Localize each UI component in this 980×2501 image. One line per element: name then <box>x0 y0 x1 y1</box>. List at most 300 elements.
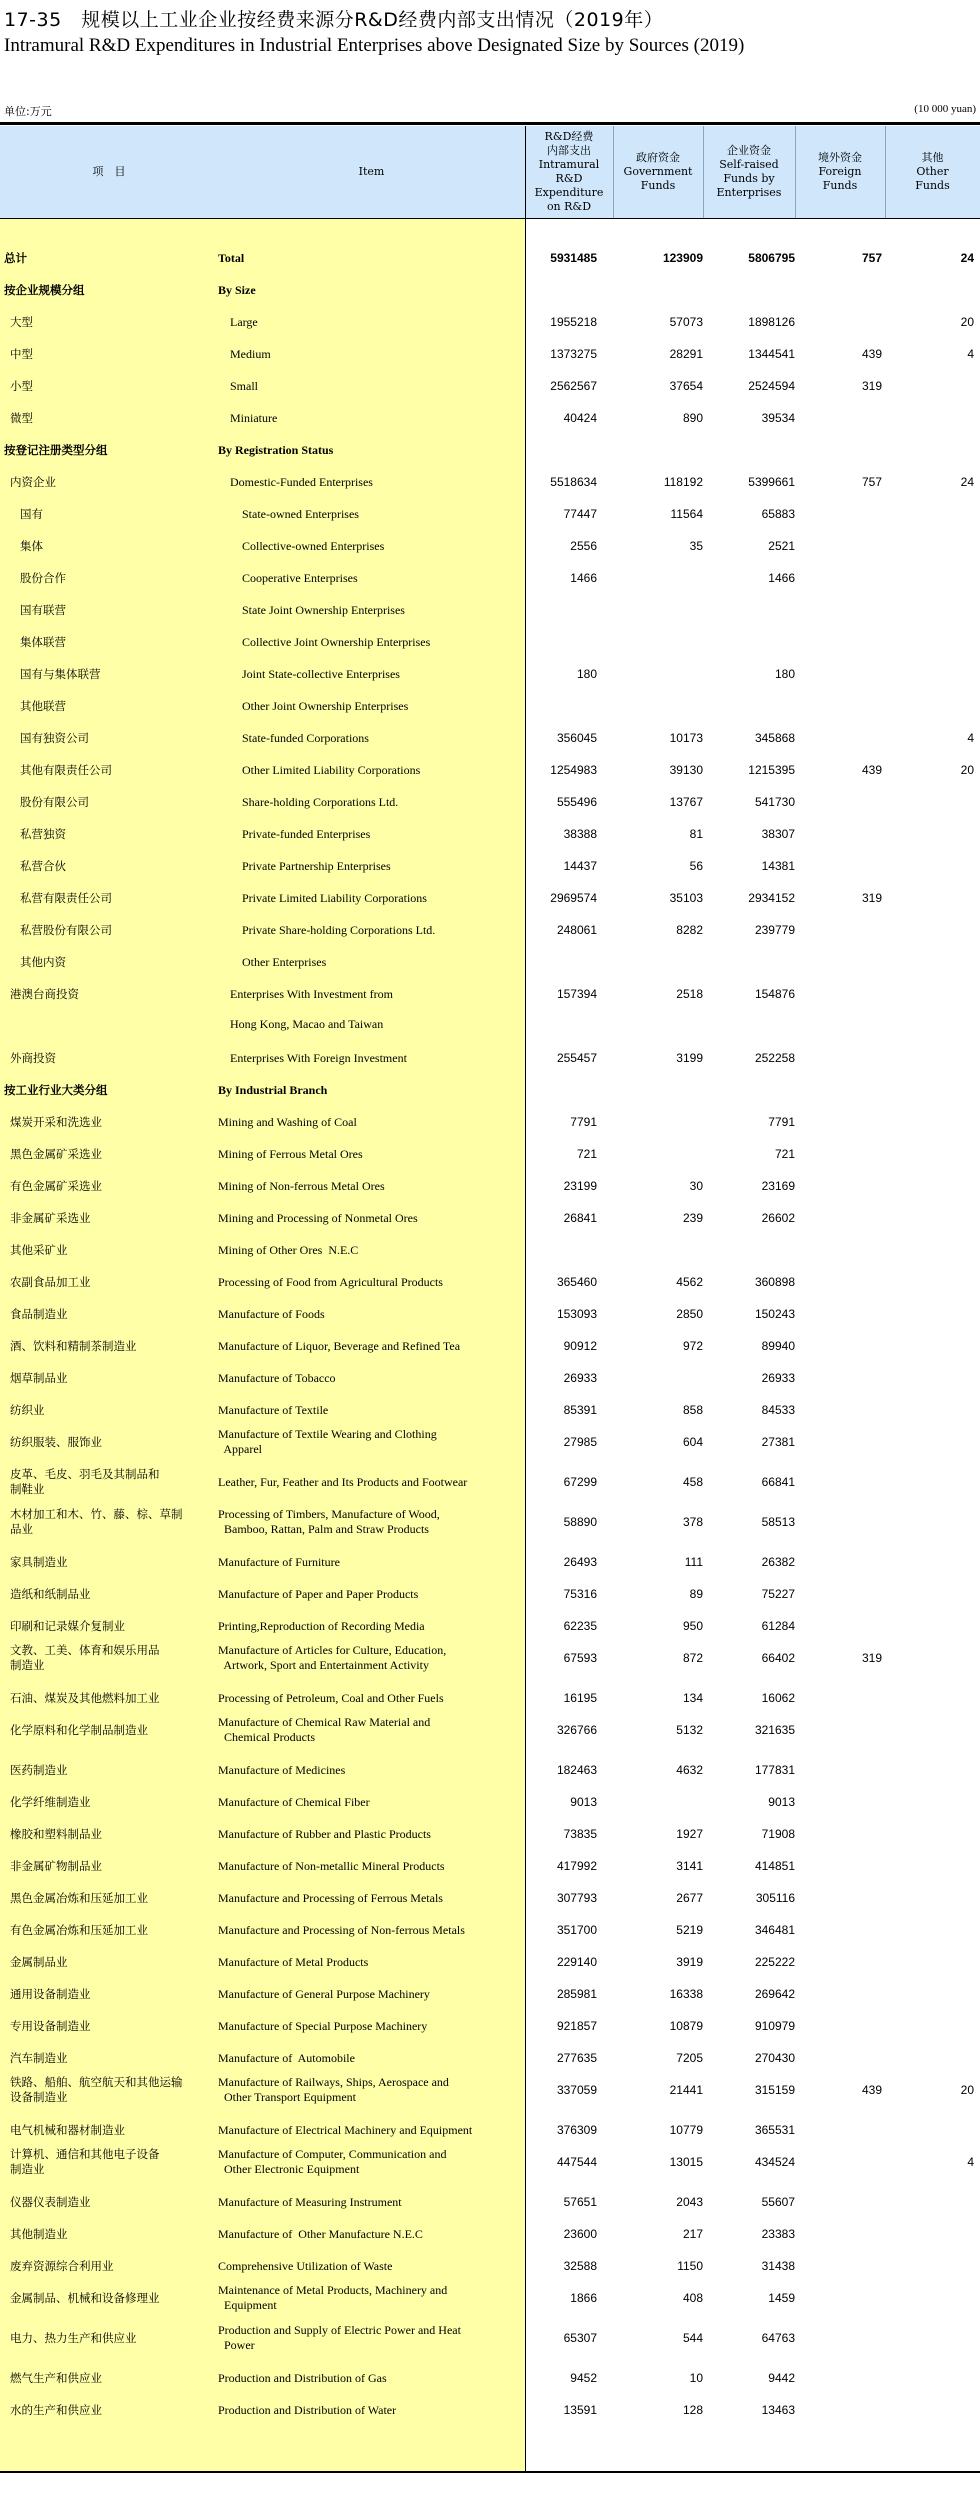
row-label-cn: 私营有限责任公司 <box>20 891 112 905</box>
row-label-en: By Size <box>218 283 256 297</box>
row-label-cn: 股份有限公司 <box>20 795 89 809</box>
cell-value-col-3: 345868 <box>754 731 795 745</box>
row-label-cn: 总计 <box>4 251 27 265</box>
cell-value-col-2: 128 <box>682 2403 703 2417</box>
cell-value-col-2: 11564 <box>670 507 703 521</box>
row-label-cn: 按企业规模分组 <box>4 283 85 297</box>
row-label-en: Collective-owned Enterprises <box>242 539 385 553</box>
cell-value-col-2: 39130 <box>669 763 703 777</box>
cell-value-col-2: 2677 <box>676 1891 703 1905</box>
cell-value-col-1: 5931485 <box>550 251 597 265</box>
cell-value-col-3: 346481 <box>754 1923 795 1937</box>
cell-value-col-3: 16062 <box>761 1691 795 1705</box>
cell-value-col-2: 3199 <box>676 1051 703 1065</box>
row-label-en: Maintenance of Metal Products, Machinery and Equipment <box>218 2283 448 2312</box>
row-label-cn: 其他制造业 <box>10 2227 68 2241</box>
cell-value-col-4: 439 <box>861 2083 882 2097</box>
cell-value-col-1: 32588 <box>563 2259 597 2273</box>
cell-value-col-1: 417992 <box>556 1859 597 1873</box>
cell-value-col-1: 285981 <box>556 1987 597 2001</box>
cell-value-col-3: 721 <box>774 1147 795 1161</box>
cell-value-col-1: 75316 <box>563 1587 597 1601</box>
cell-value-col-2: 37654 <box>669 379 703 393</box>
row-label-en: Enterprises With Investment from Hong Kong, Macao and Taiwan <box>230 987 393 1031</box>
cell-value-col-1: 1955218 <box>550 315 597 329</box>
row-label-en: Manufacture of Computer, Communication and Other Electronic Equipment <box>218 2147 447 2176</box>
row-label-cn: 黑色金属冶炼和压延加工业 <box>10 1891 148 1905</box>
row-label-en: Miniature <box>230 411 278 425</box>
row-label-en: Processing of Petroleum, Coal and Other Fuels <box>218 1691 444 1705</box>
cell-value-col-1: 555496 <box>556 795 597 809</box>
cell-value-col-3: 5399661 <box>748 475 795 489</box>
cell-value-col-3: 321635 <box>754 1723 795 1737</box>
cell-value-col-2: 1150 <box>677 2259 703 2273</box>
row-label-cn: 其他有限责任公司 <box>20 763 112 777</box>
row-label-en: Manufacture of Rubber and Plastic Products <box>218 1827 431 1841</box>
row-label-cn: 其他内资 <box>20 955 66 969</box>
table-title-cn: 17-35 规模以上工业企业按经费来源分R&D经费内部支出情况（2019年） <box>4 9 664 31</box>
cell-value-col-1: 447544 <box>556 2155 597 2169</box>
cell-value-col-3: 66402 <box>761 1651 795 1665</box>
row-label-en: By Registration Status <box>218 443 334 457</box>
cell-value-col-4: 439 <box>861 347 882 361</box>
cell-value-col-1: 7791 <box>570 1115 597 1129</box>
row-label-en: Printing,Reproduction of Recording Media <box>218 1619 425 1633</box>
row-label-cn: 造纸和纸制品业 <box>10 1587 91 1601</box>
cell-value-col-5: 20 <box>960 2083 974 2097</box>
cell-value-col-3: 58513 <box>761 1515 795 1529</box>
row-label-cn: 有色金属冶炼和压延加工业 <box>10 1923 148 1937</box>
cell-value-col-4: 439 <box>861 763 882 777</box>
cell-value-col-2: 10779 <box>669 2123 703 2137</box>
row-label-cn: 微型 <box>10 411 33 425</box>
cell-value-col-3: 434524 <box>754 2155 795 2169</box>
cell-value-col-2: 239 <box>682 1211 703 1225</box>
row-label-cn: 印刷和记录媒介复制业 <box>10 1619 125 1633</box>
cell-value-col-1: 326766 <box>556 1723 597 1737</box>
row-label-cn: 按工业行业大类分组 <box>4 1083 108 1097</box>
cell-value-col-3: 31438 <box>761 2259 795 2273</box>
cell-value-col-3: 14381 <box>761 859 795 873</box>
row-label-en: Manufacture of Tobacco <box>218 1371 336 1385</box>
cell-value-col-1: 1373275 <box>550 347 597 361</box>
cell-value-col-3: 305116 <box>755 1891 795 1905</box>
row-label-cn: 集体 <box>20 539 43 553</box>
row-label-en: Manufacture of Chemical Fiber <box>218 1795 370 1809</box>
cell-value-col-4: 319 <box>861 379 882 393</box>
header-col-1: R&D经费 内部支出 Intramural R&D Expenditure on R&D <box>534 130 604 213</box>
row-label-en: Joint State-collective Enterprises <box>242 667 400 681</box>
cell-value-col-3: 365531 <box>754 2123 795 2137</box>
row-label-cn: 私营合伙 <box>20 859 66 873</box>
row-label-en: Domestic-Funded Enterprises <box>230 475 373 489</box>
cell-value-col-2: 13015 <box>669 2155 703 2169</box>
row-label-en: Mining of Ferrous Metal Ores <box>218 1147 363 1161</box>
row-label-en: Manufacture of Metal Products <box>218 1955 369 1969</box>
cell-value-col-2: 57073 <box>669 315 703 329</box>
row-label-en: Processing of Timbers, Manufacture of Wood, Bamboo, Rattan, Palm and Straw Products <box>218 1507 440 1536</box>
cell-value-col-3: 89940 <box>761 1339 795 1353</box>
cell-value-col-2: 118192 <box>663 475 703 489</box>
row-label-en: Comprehensive Utilization of Waste <box>218 2259 393 2273</box>
row-label-cn: 水的生产和供应业 <box>10 2403 102 2417</box>
cell-value-col-3: 1898126 <box>748 315 795 329</box>
row-label-en: Manufacture of Measuring Instrument <box>218 2195 402 2209</box>
row-label-cn: 其他联营 <box>20 699 66 713</box>
row-label-en: Leather, Fur, Feather and Its Products and Footwear <box>218 1475 468 1489</box>
cell-value-col-1: 376309 <box>556 2123 597 2137</box>
row-label-cn: 汽车制造业 <box>10 2051 68 2065</box>
cell-value-col-1: 23600 <box>563 2227 597 2241</box>
cell-value-col-1: 365460 <box>556 1275 597 1289</box>
cell-value-col-5: 20 <box>960 763 974 777</box>
cell-value-col-3: 2521 <box>768 539 795 553</box>
header-divider <box>795 126 796 218</box>
cell-value-col-3: 75227 <box>761 1587 795 1601</box>
cell-value-col-3: 180 <box>774 667 795 681</box>
cell-value-col-3: 61284 <box>761 1619 795 1633</box>
row-label-cn: 电力、热力生产和供应业 <box>10 2331 137 2345</box>
row-label-en: State-owned Enterprises <box>242 507 359 521</box>
header-divider <box>885 126 886 218</box>
row-label-en: Other Enterprises <box>242 955 327 969</box>
row-label-en: Manufacture of Non-metallic Mineral Products <box>218 1859 445 1873</box>
cell-value-col-1: 85391 <box>563 1403 597 1417</box>
cell-value-col-3: 1466 <box>768 571 795 585</box>
cell-value-col-3: 270430 <box>754 2051 795 2065</box>
cell-value-col-1: 229140 <box>556 1955 597 1969</box>
row-label-cn: 仪器仪表制造业 <box>10 2195 91 2209</box>
cell-value-col-3: 2524594 <box>748 379 795 393</box>
row-label-cn: 黑色金属矿采选业 <box>10 1147 102 1161</box>
row-label-en: Enterprises With Foreign Investment <box>230 1051 407 1065</box>
cell-value-col-2: 28291 <box>669 347 703 361</box>
row-label-cn: 燃气生产和供应业 <box>10 2371 102 2385</box>
row-label-cn: 国有 <box>20 507 43 521</box>
cell-value-col-2: 2850 <box>676 1307 703 1321</box>
cell-value-col-2: 858 <box>682 1403 703 1417</box>
cell-value-col-3: 13463 <box>761 2403 795 2417</box>
row-label-cn: 大型 <box>10 315 33 329</box>
header-bottom-rule <box>0 218 980 219</box>
row-label-en: Manufacture of Chemical Raw Material and Chemical Products <box>218 1715 431 1744</box>
row-label-cn: 股份合作 <box>20 571 66 585</box>
cell-value-col-5: 20 <box>960 315 974 329</box>
cell-value-col-2: 81 <box>689 827 703 841</box>
cell-value-col-4: 319 <box>861 1651 882 1665</box>
header-col-5: 其他 Other Funds <box>915 151 950 192</box>
row-label-cn: 皮革、毛皮、羽毛及其制品和 制鞋业 <box>10 1467 160 1496</box>
row-label-cn: 集体联营 <box>20 635 66 649</box>
row-label-cn: 医药制造业 <box>10 1763 68 1777</box>
cell-value-col-1: 62235 <box>563 1619 597 1633</box>
row-label-en: Production and Distribution of Water <box>218 2403 397 2417</box>
cell-value-col-3: 541730 <box>754 795 795 809</box>
row-label-cn: 中型 <box>10 347 33 361</box>
cell-value-col-5: 24 <box>960 475 974 489</box>
row-label-en: Production and Supply of Electric Power and Heat Power <box>218 2323 461 2352</box>
cell-value-col-2: 4562 <box>676 1275 703 1289</box>
cell-value-col-3: 27381 <box>761 1435 795 1449</box>
row-label-cn: 农副食品加工业 <box>10 1275 91 1289</box>
cell-value-col-2: 972 <box>682 1339 703 1353</box>
cell-value-col-3: 66841 <box>761 1475 795 1489</box>
cell-value-col-2: 458 <box>682 1475 703 1489</box>
cell-value-col-3: 55607 <box>761 2195 795 2209</box>
row-label-cn: 内资企业 <box>10 475 56 489</box>
cell-value-col-5: 24 <box>960 251 974 265</box>
cell-value-col-4: 757 <box>861 475 882 489</box>
cell-value-col-2: 378 <box>682 1515 703 1529</box>
row-label-cn: 金属制品、机械和设备修理业 <box>10 2291 160 2305</box>
cell-value-col-2: 21441 <box>669 2083 703 2097</box>
row-label-en: Share-holding Corporations Ltd. <box>242 795 399 809</box>
cell-value-col-3: 9442 <box>768 2371 795 2385</box>
cell-value-col-1: 277635 <box>556 2051 597 2065</box>
row-label-en: Manufacture of Furniture <box>218 1555 340 1569</box>
cell-value-col-3: 5806795 <box>748 251 795 265</box>
row-label-en: Manufacture of Other Manufacture N.E.C <box>218 2227 423 2241</box>
cell-value-col-2: 5219 <box>676 1923 703 1937</box>
cell-value-col-2: 872 <box>682 1651 703 1665</box>
row-label-en: Manufacture of Textile <box>218 1403 329 1417</box>
cell-value-col-2: 56 <box>689 859 703 873</box>
cell-value-col-1: 26933 <box>563 1371 597 1385</box>
row-label-cn: 食品制造业 <box>10 1307 68 1321</box>
cell-value-col-1: 2556 <box>570 539 597 553</box>
cell-value-col-3: 7791 <box>768 1115 795 1129</box>
row-label-cn: 专用设备制造业 <box>10 2019 91 2033</box>
cell-value-col-3: 1215395 <box>748 763 795 777</box>
cell-value-col-1: 255457 <box>556 1051 597 1065</box>
row-label-cn: 煤炭开采和洗选业 <box>10 1115 102 1129</box>
cell-value-col-1: 40424 <box>563 411 597 425</box>
row-label-cn: 计算机、通信和其他电子设备 制造业 <box>10 2147 160 2176</box>
row-label-cn: 金属制品业 <box>10 1955 68 1969</box>
cell-value-col-3: 38307 <box>761 827 795 841</box>
cell-value-col-1: 16195 <box>563 1691 597 1705</box>
cell-value-col-2: 5132 <box>676 1723 703 1737</box>
cell-value-col-1: 921857 <box>556 2019 597 2033</box>
cell-value-col-3: 360898 <box>754 1275 795 1289</box>
cell-value-col-1: 157394 <box>556 987 597 1001</box>
row-label-cn: 酒、饮料和精制茶制造业 <box>10 1339 137 1353</box>
row-label-en: Medium <box>230 347 271 361</box>
cell-value-col-4: 319 <box>861 891 882 905</box>
cell-value-col-2: 16338 <box>669 1987 703 2001</box>
row-label-en: Total <box>218 251 245 265</box>
header-col-2: 政府资金 Government Funds <box>623 151 693 192</box>
cell-value-col-3: 71908 <box>761 1827 795 1841</box>
row-label-en: Large <box>230 315 258 329</box>
cell-value-col-2: 544 <box>682 2331 703 2345</box>
cell-value-col-2: 604 <box>682 1435 703 1449</box>
cell-value-col-3: 315159 <box>754 2083 795 2097</box>
cell-value-col-3: 177831 <box>754 1763 795 1777</box>
row-label-en: Other Limited Liability Corporations <box>242 763 421 777</box>
row-label-cn: 橡胶和塑料制品业 <box>10 1827 102 1841</box>
row-label-en: By Industrial Branch <box>218 1083 328 1097</box>
cell-value-col-1: 77447 <box>563 507 597 521</box>
cell-value-col-1: 180 <box>576 667 597 681</box>
row-label-en: Other Joint Ownership Enterprises <box>242 699 409 713</box>
cell-value-col-1: 90912 <box>563 1339 597 1353</box>
cell-value-col-1: 26493 <box>563 1555 597 1569</box>
cell-value-col-1: 153093 <box>556 1307 597 1321</box>
cell-value-col-2: 1927 <box>676 1827 703 1841</box>
cell-value-col-1: 27985 <box>563 1435 597 1449</box>
row-label-en: Private Limited Liability Corporations <box>242 891 427 905</box>
cell-value-col-1: 73835 <box>563 1827 597 1841</box>
row-label-cn: 电气机械和器材制造业 <box>10 2123 125 2137</box>
cell-value-col-1: 26841 <box>563 1211 597 1225</box>
cell-value-col-1: 721 <box>576 1147 597 1161</box>
row-label-en: Manufacture of Medicines <box>218 1763 346 1777</box>
row-label-cn: 化学原料和化学制品制造业 <box>10 1723 148 1737</box>
row-label-cn: 小型 <box>10 379 33 393</box>
row-label-cn: 通用设备制造业 <box>10 1987 91 2001</box>
cell-value-col-2: 13767 <box>669 795 703 809</box>
cell-value-col-1: 57651 <box>563 2195 597 2209</box>
cell-value-col-3: 39534 <box>761 411 795 425</box>
cell-value-col-2: 2518 <box>676 987 703 1001</box>
cell-value-col-2: 3141 <box>676 1859 703 1873</box>
cell-value-col-1: 9013 <box>570 1795 597 1809</box>
cell-value-col-1: 58890 <box>563 1515 597 1529</box>
cell-value-col-2: 950 <box>682 1619 703 1633</box>
row-label-cn: 私营独资 <box>20 827 66 841</box>
cell-value-col-3: 65883 <box>761 507 795 521</box>
header-col-3: 企业资金 Self-raised Funds by Enterprises <box>716 144 782 199</box>
unit-label-cn: 单位:万元 <box>4 105 52 118</box>
row-label-en: Manufacture of Automobile <box>218 2051 355 2065</box>
row-label-en: Collective Joint Ownership Enterprises <box>242 635 431 649</box>
row-label-en: Manufacture of General Purpose Machinery <box>218 1987 430 2001</box>
cell-value-col-3: 910979 <box>754 2019 795 2033</box>
cell-value-col-3: 1459 <box>768 2291 795 2305</box>
cell-value-col-3: 2934152 <box>748 891 795 905</box>
row-label-cn: 非金属矿物制品业 <box>10 1859 102 1873</box>
cell-value-col-3: 26933 <box>761 1371 795 1385</box>
cell-value-col-3: 225222 <box>754 1955 795 1969</box>
cell-value-col-1: 1466 <box>570 571 597 585</box>
cell-value-col-1: 337059 <box>556 2083 597 2097</box>
cell-value-col-2: 408 <box>682 2291 703 2305</box>
unit-label-en: (10 000 yuan) <box>914 103 976 115</box>
top-rule <box>0 122 980 125</box>
row-label-en: Manufacture of Textile Wearing and Clothing Apparel <box>218 1427 437 1456</box>
header-col-4: 境外资金 Foreign Funds <box>818 151 862 192</box>
row-label-cn: 非金属矿采选业 <box>10 1211 91 1225</box>
cell-value-col-1: 248061 <box>556 923 597 937</box>
cell-value-col-2: 10173 <box>669 731 703 745</box>
cell-value-col-3: 9013 <box>768 1795 795 1809</box>
cell-value-col-2: 123909 <box>662 251 703 265</box>
cell-value-col-5: 4 <box>967 347 974 361</box>
cell-value-col-2: 890 <box>682 411 703 425</box>
cell-value-col-2: 8282 <box>676 923 703 937</box>
cell-value-col-1: 351700 <box>556 1923 597 1937</box>
cell-value-col-3: 239779 <box>754 923 795 937</box>
row-label-en: Production and Distribution of Gas <box>218 2371 387 2385</box>
cell-value-col-3: 414851 <box>754 1859 795 1873</box>
cell-value-col-1: 2562567 <box>550 379 597 393</box>
row-label-en: Manufacture of Liquor, Beverage and Refined Tea <box>218 1339 461 1353</box>
cell-value-col-3: 252258 <box>754 1051 795 1065</box>
header-divider <box>613 126 614 218</box>
table-title-en: Intramural R&D Expenditures in Industrial Enterprises above Designated Size by Sources (2019) <box>4 35 745 56</box>
row-label-cn: 铁路、船舶、航空航天和其他运输 设备制造业 <box>10 2075 183 2104</box>
row-label-cn: 纺织服装、服饰业 <box>10 1435 102 1449</box>
cell-value-col-3: 23169 <box>761 1179 795 1193</box>
cell-value-col-3: 1344541 <box>748 347 795 361</box>
cell-value-col-2: 30 <box>689 1179 703 1193</box>
cell-value-col-1: 67593 <box>563 1651 597 1665</box>
cell-value-col-1: 1866 <box>570 2291 597 2305</box>
cell-value-col-2: 217 <box>682 2227 703 2241</box>
cell-value-col-3: 84533 <box>761 1403 795 1417</box>
cell-value-col-2: 10 <box>689 2371 703 2385</box>
cell-value-col-3: 269642 <box>754 1987 795 2001</box>
row-label-en: Mining of Non-ferrous Metal Ores <box>218 1179 385 1193</box>
row-label-en: Private Share-holding Corporations Ltd. <box>242 923 436 937</box>
row-label-cn: 按登记注册类型分组 <box>4 443 108 457</box>
row-label-cn: 其他采矿业 <box>10 1243 68 1257</box>
row-label-en: Mining of Other Ores N.E.C <box>218 1243 359 1257</box>
cell-value-col-1: 13591 <box>563 2403 597 2417</box>
cell-value-col-1: 356045 <box>556 731 597 745</box>
header-item-cn: 项 目 <box>92 165 126 178</box>
cell-value-col-3: 150243 <box>754 1307 795 1321</box>
cell-value-col-1: 1254983 <box>550 763 597 777</box>
header-item-en: Item <box>358 165 385 178</box>
row-label-en: State Joint Ownership Enterprises <box>242 603 405 617</box>
cell-value-col-2: 10879 <box>669 2019 703 2033</box>
row-label-cn: 私营股份有限公司 <box>20 923 112 937</box>
cell-value-col-3: 154876 <box>754 987 795 1001</box>
cell-value-col-4: 757 <box>861 251 882 265</box>
row-label-cn: 有色金属矿采选业 <box>10 1179 102 1193</box>
row-label-cn: 外商投资 <box>10 1051 56 1065</box>
cell-value-col-2: 7205 <box>676 2051 703 2065</box>
cell-value-col-3: 26602 <box>761 1211 795 1225</box>
row-label-cn: 国有联营 <box>20 603 66 617</box>
cell-value-col-1: 23199 <box>563 1179 597 1193</box>
row-label-en: Manufacture of Railways, Ships, Aerospace and Other Transport Equipment <box>218 2075 449 2104</box>
cell-value-col-3: 64763 <box>761 2331 795 2345</box>
cell-value-col-1: 38388 <box>563 827 597 841</box>
row-label-en: Cooperative Enterprises <box>242 571 358 585</box>
row-label-cn: 化学纤维制造业 <box>10 1795 91 1809</box>
row-label-en: Manufacture of Electrical Machinery and Equipment <box>218 2123 473 2137</box>
row-label-cn: 废弃资源综合利用业 <box>10 2259 114 2273</box>
cell-value-col-1: 67299 <box>563 1475 597 1489</box>
row-label-en: State-funded Corporations <box>242 731 369 745</box>
cell-value-col-1: 2969574 <box>550 891 597 905</box>
cell-value-col-1: 65307 <box>563 2331 597 2345</box>
row-label-en: Small <box>230 379 259 393</box>
row-label-cn: 烟草制品业 <box>10 1371 68 1385</box>
row-label-en: Manufacture of Articles for Culture, Education, Artwork, Sport and Entertainment Activity <box>218 1643 447 1672</box>
cell-value-col-1: 5518634 <box>550 475 597 489</box>
row-label-cn: 纺织业 <box>10 1403 45 1417</box>
row-label-cn: 石油、煤炭及其他燃料加工业 <box>10 1691 160 1705</box>
cell-value-col-2: 35103 <box>669 891 703 905</box>
cell-value-col-1: 307793 <box>556 1891 597 1905</box>
row-label-en: Mining and Washing of Coal <box>218 1115 357 1129</box>
cell-value-col-5: 4 <box>967 731 974 745</box>
cell-value-col-1: 9452 <box>570 2371 597 2385</box>
